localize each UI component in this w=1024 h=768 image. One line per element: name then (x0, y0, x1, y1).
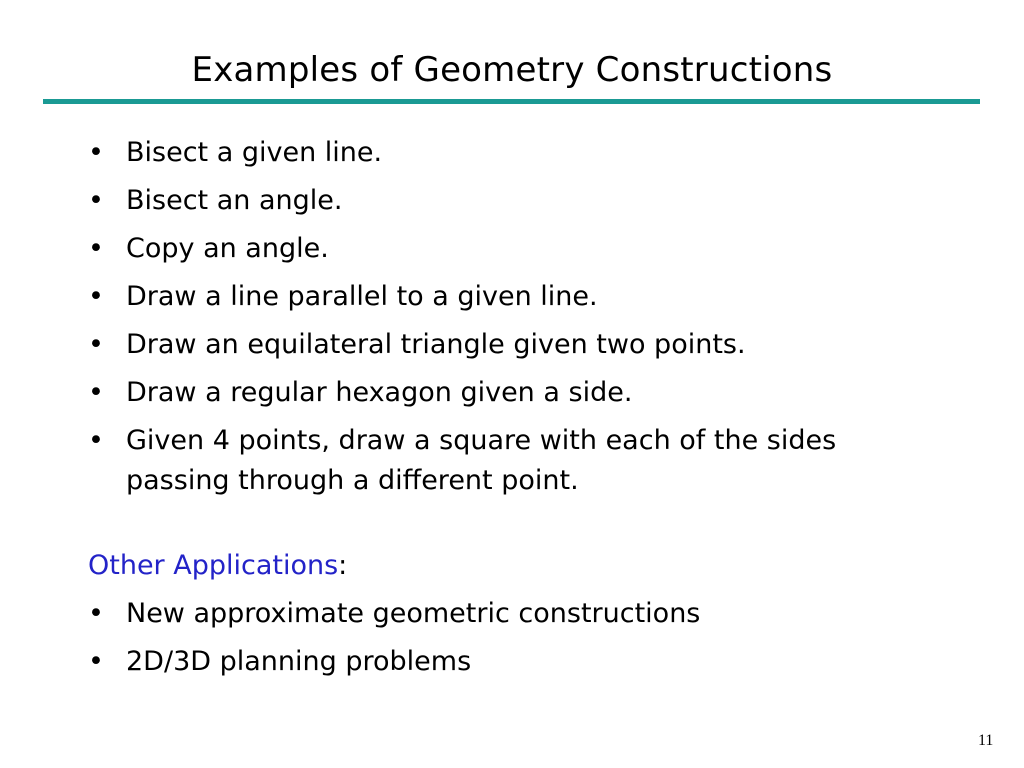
examples-list (88, 133, 968, 501)
other-applications-heading (88, 546, 968, 586)
bullet-icon: • (88, 329, 104, 360)
bullet-icon: • (88, 233, 104, 264)
bullet-icon: • (88, 281, 104, 312)
list-item-text: Draw an equilateral triangle given two points. (126, 329, 746, 360)
list-item (88, 133, 968, 173)
bullet-icon: • (88, 425, 104, 456)
list-item-text: Bisect an angle. (126, 185, 343, 216)
list-item (88, 325, 968, 365)
list-item (88, 594, 968, 634)
list-item-text: Draw a line parallel to a given line. (126, 281, 598, 312)
list-item-text: Given 4 points, draw a square with each of the sides passing through a different point. (126, 425, 837, 496)
title-divider (43, 99, 980, 104)
slide-body (88, 133, 968, 690)
list-item-text: Draw a regular hexagon given a side. (126, 377, 633, 408)
list-item-text: Bisect a given line. (126, 137, 383, 168)
list-item (88, 642, 968, 682)
bullet-icon: • (88, 377, 104, 408)
other-applications-label: Other Applications (88, 550, 339, 581)
list-item (88, 181, 968, 221)
heading-colon: : (338, 550, 348, 581)
list-item (88, 277, 968, 317)
list-item-text: 2D/3D planning problems (126, 646, 472, 677)
bullet-icon: • (88, 185, 104, 216)
bullet-icon: • (88, 137, 104, 168)
bullet-icon: • (88, 598, 104, 629)
list-item-text: New approximate geometric constructions (126, 598, 701, 629)
list-item (88, 373, 968, 413)
list-item-text: Copy an angle. (126, 233, 329, 264)
page-number: 11 (978, 732, 994, 749)
applications-list (88, 594, 968, 682)
slide-title: Examples of Geometry Constructions (191, 50, 833, 90)
list-item (88, 421, 906, 501)
bullet-icon: • (88, 646, 104, 677)
list-item (88, 229, 968, 269)
